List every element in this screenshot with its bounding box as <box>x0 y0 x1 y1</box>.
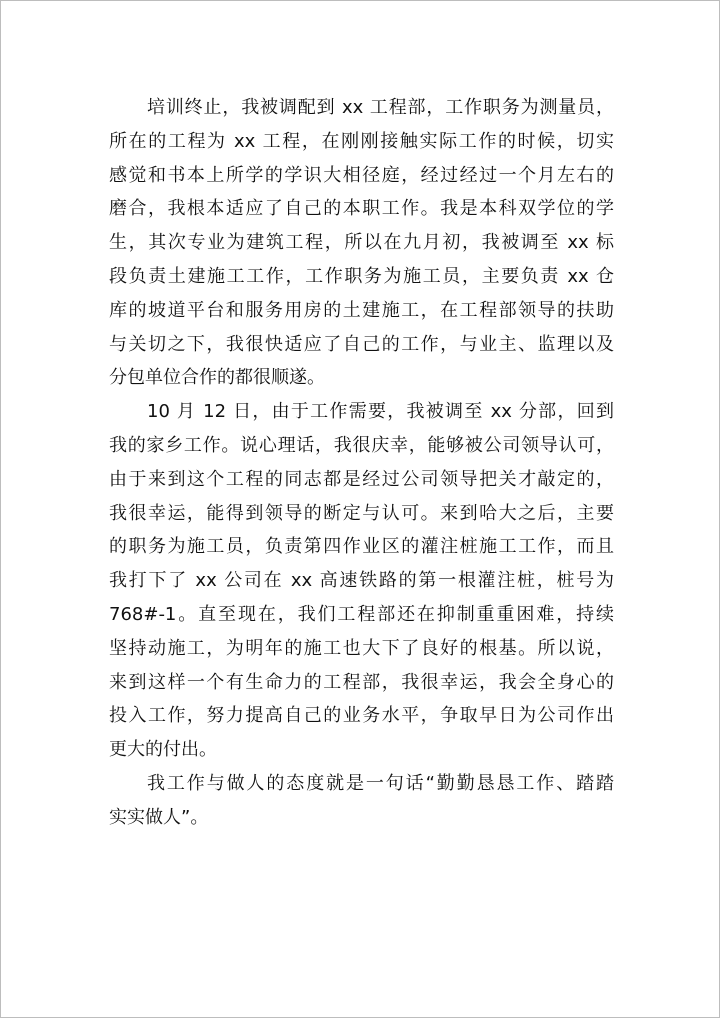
text-line: 实实做人”。 <box>109 806 209 828</box>
text-line: 的职务为施工员，负责第四作业区的灌注桩施工工作，而且 <box>109 536 614 558</box>
text-line: 感觉和书本上所学的学识大相径庭，经过经过一个月左右的 <box>109 164 614 186</box>
text-line: 我工作与做人的态度就是一句话“勤勤恳恳工作、踏踏 <box>147 772 614 794</box>
text-line: 段负责土建施工工作，工作职务为施工员，主要负责 xx 仓 <box>109 265 614 287</box>
text-line: 由于来到这个工程的同志都是经过公司领导把关才敲定的， <box>109 468 614 490</box>
text-line: 来到这样一个有生命力的工程部，我很幸运，我会全身心的 <box>109 671 614 693</box>
text-line: 我打下了 xx 公司在 xx 高速铁路的第一根灌注桩，桩号为 <box>109 570 614 592</box>
text-line: 坚持动施工，为明年的施工也大下了良好的根基。所以说， <box>109 637 614 659</box>
text-line: 更大的付出。 <box>109 739 217 761</box>
paragraph-1 <box>109 91 614 395</box>
text-line: 分包单位合作的都很顺遂。 <box>109 367 325 389</box>
text-line: 培训终止，我被调配到 xx 工程部，工作职务为测量员， <box>147 97 614 118</box>
text-line: 生，其次专业为建筑工程，所以在九月初，我被调至 xx 标 <box>109 232 614 254</box>
text-line: 我的家乡工作。说心理话，我很庆幸，能够被公司领导认可， <box>109 434 614 456</box>
text-line: 与关切之下，我很快适应了自己的工作，与业主、监理以及 <box>109 333 614 355</box>
text-line: 10 月 12 日，由于工作需要，我被调至 xx 分部，回到 <box>147 401 614 423</box>
text-line: 我很幸运，能得到领导的断定与认可。来到哈大之后，主要 <box>109 502 614 524</box>
paragraph-2 <box>109 395 614 767</box>
document-body <box>109 91 614 835</box>
paragraph-3 <box>109 767 614 835</box>
text-line: 768#-1。直至现在，我们工程部还在抑制重重困难，持续 <box>109 603 614 625</box>
text-line: 所在的工程为 xx 工程，在刚刚接触实际工作的时候，切实 <box>109 130 614 152</box>
text-line: 投入工作，努力提高自己的业务水平，争取早日为公司作出 <box>109 705 614 727</box>
text-line: 磨合，我根本适应了自己的本职工作。我是本科双学位的学 <box>109 198 614 220</box>
text-line: 库的坡道平台和服务用房的土建施工，在工程部领导的扶助 <box>109 299 614 321</box>
